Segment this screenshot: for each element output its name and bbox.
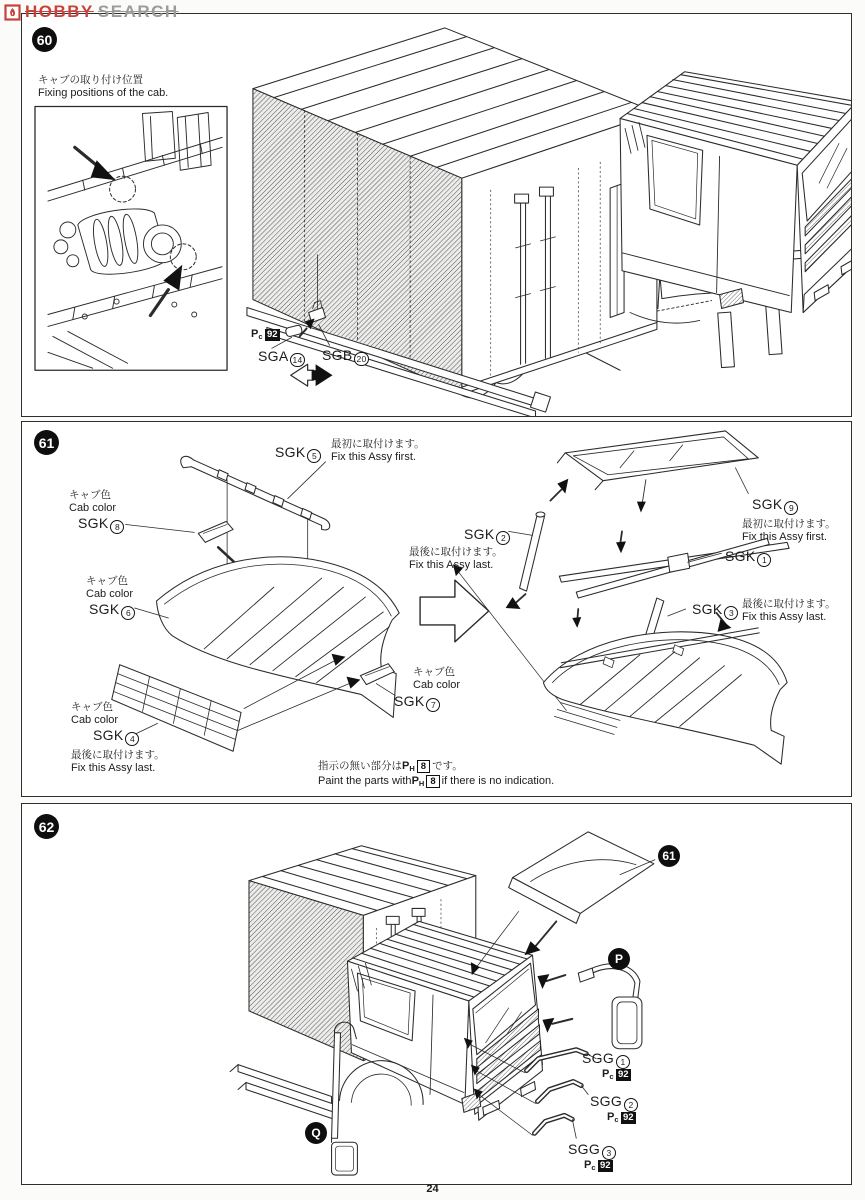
cab-color-note-sgk6: キャブ色 Cab color xyxy=(86,575,134,600)
step-62-section xyxy=(21,803,852,1185)
caption-en: Fixing positions of the cab. xyxy=(38,86,169,99)
runner-q-badge: Q xyxy=(305,1122,327,1144)
paint-chip-pc92-sgg1: $P_c$ 92 xyxy=(602,1068,631,1081)
part-label-sgk9: SGK 9 xyxy=(752,496,798,515)
fix-last-note-sgk2: 最後に取付けます。 Fix this Assy last. xyxy=(409,546,503,571)
fix-first-note: 最初に取付けます。 Fix this Assy first. xyxy=(331,438,425,463)
hobby-search-logo-icon xyxy=(4,4,21,21)
part-label-sgk8: SGK 8 xyxy=(78,515,124,534)
caption-jp: キャブの取り付け位置 xyxy=(38,74,143,86)
part-label-sga: SGA 14 xyxy=(258,348,303,365)
part-label-sgk5: SGK 5 xyxy=(275,444,321,463)
cab-fixing-inset-drawing xyxy=(35,107,227,371)
paint-chip-pc92-sgg2: $P_c$ 92 xyxy=(607,1111,636,1124)
ref-61-badge: 61 xyxy=(658,845,680,867)
paint-note: 指示の無い部分は$P_H$ 8 です。 Paint the parts withP$_H$ 8 if there is no indication. xyxy=(318,760,555,789)
step-60-badge: 60 xyxy=(32,27,57,52)
part-label-sgk2: SGK 2 xyxy=(464,526,510,545)
paint-chip-pc92: $P_c$ 92 xyxy=(251,328,280,341)
cab-color-note-sgk7: キャブ色 Cab color xyxy=(413,666,461,691)
part-label-sgg3: SGG 3 xyxy=(568,1141,616,1160)
fix-last-note-sgk3: 最後に取付けます。 Fix this Assy last. xyxy=(742,598,836,623)
part-label-sgk3: SGK 3 xyxy=(692,601,738,620)
step-62-badge: 62 xyxy=(34,814,59,839)
step-60-section xyxy=(21,13,852,417)
part-label-sgk4: SGK 4 xyxy=(93,727,139,746)
part-label-sgk1: SGK 1 xyxy=(725,548,771,567)
step-61-badge: 61 xyxy=(34,430,59,455)
brand-search: SEARCH xyxy=(97,2,179,21)
hobby-search-watermark xyxy=(4,2,179,22)
assembled-panel-drawing xyxy=(543,609,787,764)
brand-hobby: HOBBY xyxy=(25,2,94,21)
paint-chip-pc92-sgg3: $P_c$ 92 xyxy=(584,1159,613,1172)
roof-rail-part-sgk5 xyxy=(181,456,330,530)
page-number: 24 xyxy=(426,1183,439,1195)
slide-direction-arrow xyxy=(291,364,333,386)
step-61-section xyxy=(21,421,852,797)
part-label-sgk6: SGK 6 xyxy=(89,601,135,620)
runner-p-badge: P xyxy=(608,948,630,970)
part-label-sgg1: SGG 1 xyxy=(582,1050,630,1069)
mirror-assembly-part xyxy=(537,964,641,1049)
part-label-sgk7: SGK 7 xyxy=(394,693,440,712)
sgk9-frame-part xyxy=(557,431,758,513)
cab-color-note-sgk4: キャブ色 Cab color xyxy=(71,701,119,726)
fix-first-note-sgk9: 最初に取付けます。 Fix this Assy first. xyxy=(742,518,836,543)
fix-last-note-sgk4: 最後に取付けます。 Fix this Assy last. xyxy=(71,749,165,774)
part-label-sgb: SGB 20 xyxy=(322,347,367,364)
assembly-direction-arrow xyxy=(420,580,489,642)
cab-color-note-sgk8: キャブ色 Cab color xyxy=(69,489,117,514)
part-label-sgg2: SGG 2 xyxy=(590,1093,638,1112)
step62-illustration xyxy=(22,804,851,1184)
cab-fixing-caption xyxy=(38,74,168,100)
